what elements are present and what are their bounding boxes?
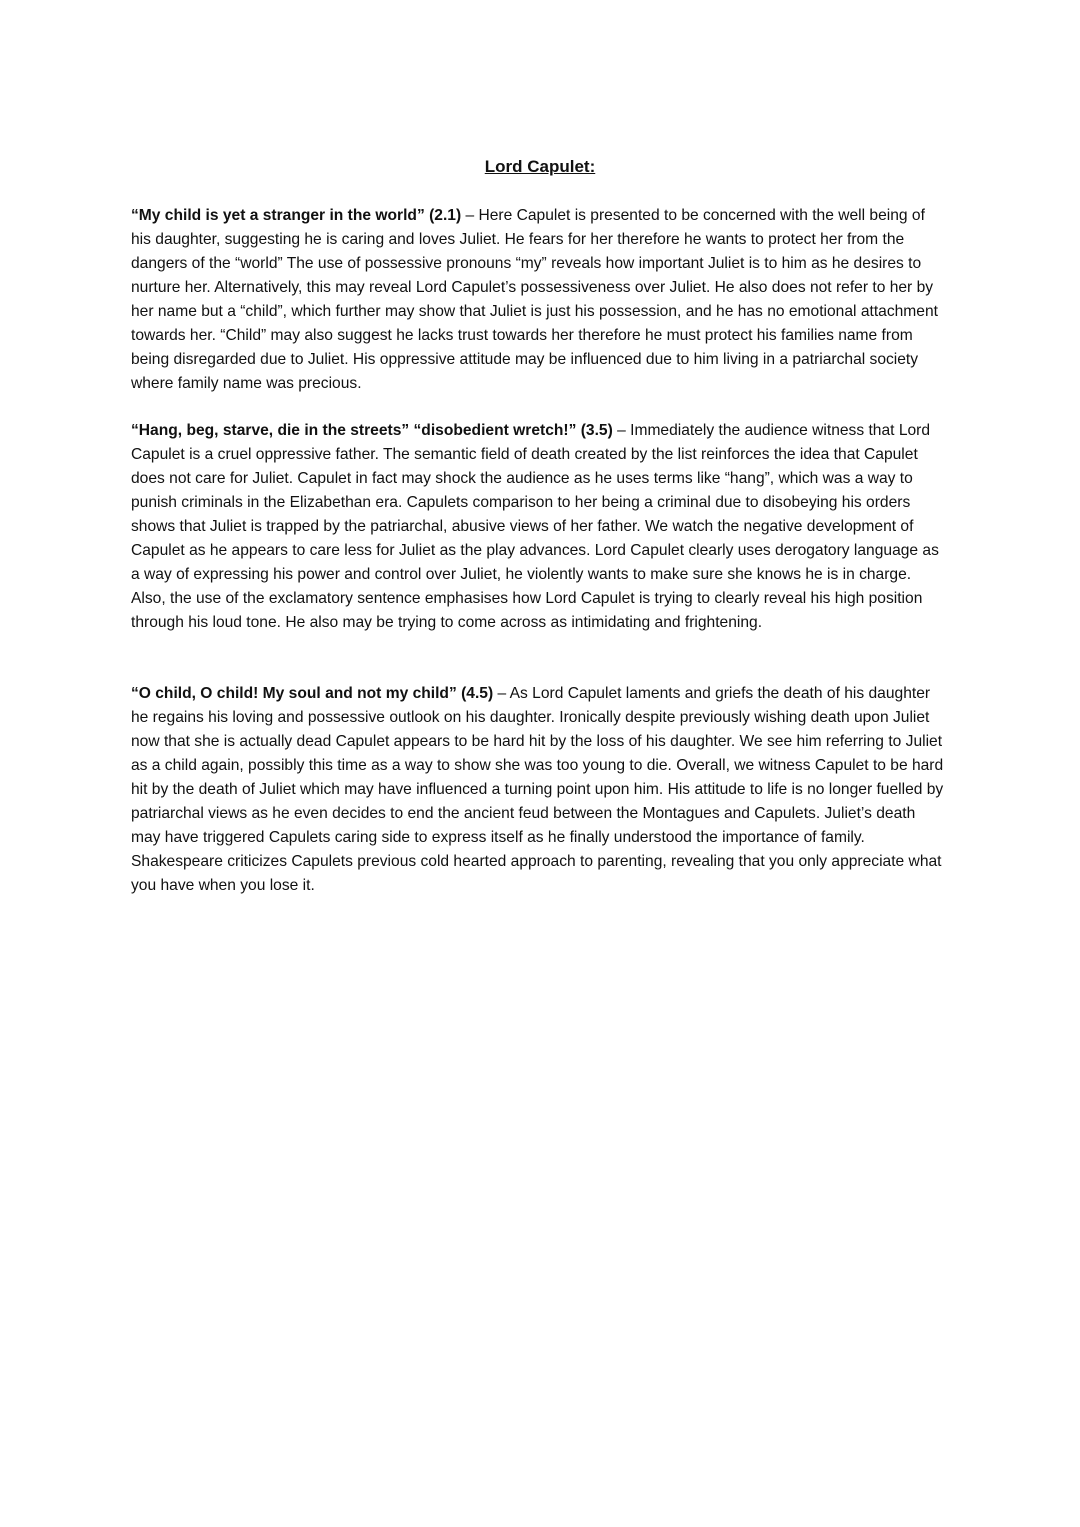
quote-text-3: “O child, O child! My soul and not my child” (4.5) — [131, 685, 494, 702]
analysis-text-1: – Here Capulet is presented to be concerned with the well being of his daughter, suggesting he is caring and loves Juliet. He fears for her therefore he wants to protect her from the dangers of the “world” The use of possessive pronouns “my” reveals how important Juliet is to him as he desires to nurture her. Alternatively, this may reveal Lord Capulet’s possessiveness over Juliet. He also does not refer to her by her name but a “child”, which further may show that Juliet is just his possession, and he has no emotional attachment towards her. “Child” may also suggest he lacks trust towards her therefore he must protect his families name from being disregarded due to Juliet. His oppressive attitude may be influenced due to him living in a patriarchal society where family name was precious. — [131, 207, 938, 392]
analysis-paragraph-2 — [131, 419, 949, 635]
analysis-text-2: – Immediately the audience witness that Lord Capulet is a cruel oppressive father. The semantic field of death created by the list reinforces the idea that Capulet does not care for Juliet. Capulet in fact may shock the audience as he uses terms like “hang”, which was a way to punish criminals in the Elizabethan era. Capulets comparison to her being a criminal due to disobeying his orders shows that Juliet is trapped by the patriarchal, abusive views of her father. We watch the negative development of Capulet as he appears to care less for Juliet as the play advances. Lord Capulet clearly uses derogatory language as a way of expressing his power and control over Juliet, he violently wants to make sure she knows he is in charge. Also, the use of the exclamatory sentence emphasises how Lord Capulet is trying to clearly reveal his high position through his loud tone. He also may be trying to come across as intimidating and frightening. — [131, 422, 939, 631]
analysis-paragraph-3 — [131, 682, 949, 898]
quote-text-1: “My child is yet a stranger in the world” (2.1) — [131, 207, 462, 224]
analysis-paragraph-1 — [131, 204, 949, 396]
quote-text-2: “Hang, beg, starve, die in the streets” “disobedient wretch!” (3.5) — [131, 422, 613, 439]
analysis-text-3: – As Lord Capulet laments and griefs the death of his daughter he regains his loving and possessive outlook on his daughter. Ironically despite previously wishing death upon Juliet now that she is actually dead Capulet appears to be hard hit by the loss of his daughter. We see him referring to Juliet as a child again, possibly this time as a way to show she was too young to die. Overall, we witness Capulet to be hard hit by the death of Juliet which may have influenced a turning point upon him. His attitude to life is no longer fuelled by patriarchal views as he even decides to end the ancient feud between the Montagues and Capulets. Juliet’s death may have triggered Capulets caring side to express itself as he finally understood the importance of family. Shakespeare criticizes Capulets previous cold hearted approach to parenting, revealing that you only appreciate what you have when you lose it. — [131, 685, 944, 894]
page-title: Lord Capulet: — [484, 157, 596, 176]
